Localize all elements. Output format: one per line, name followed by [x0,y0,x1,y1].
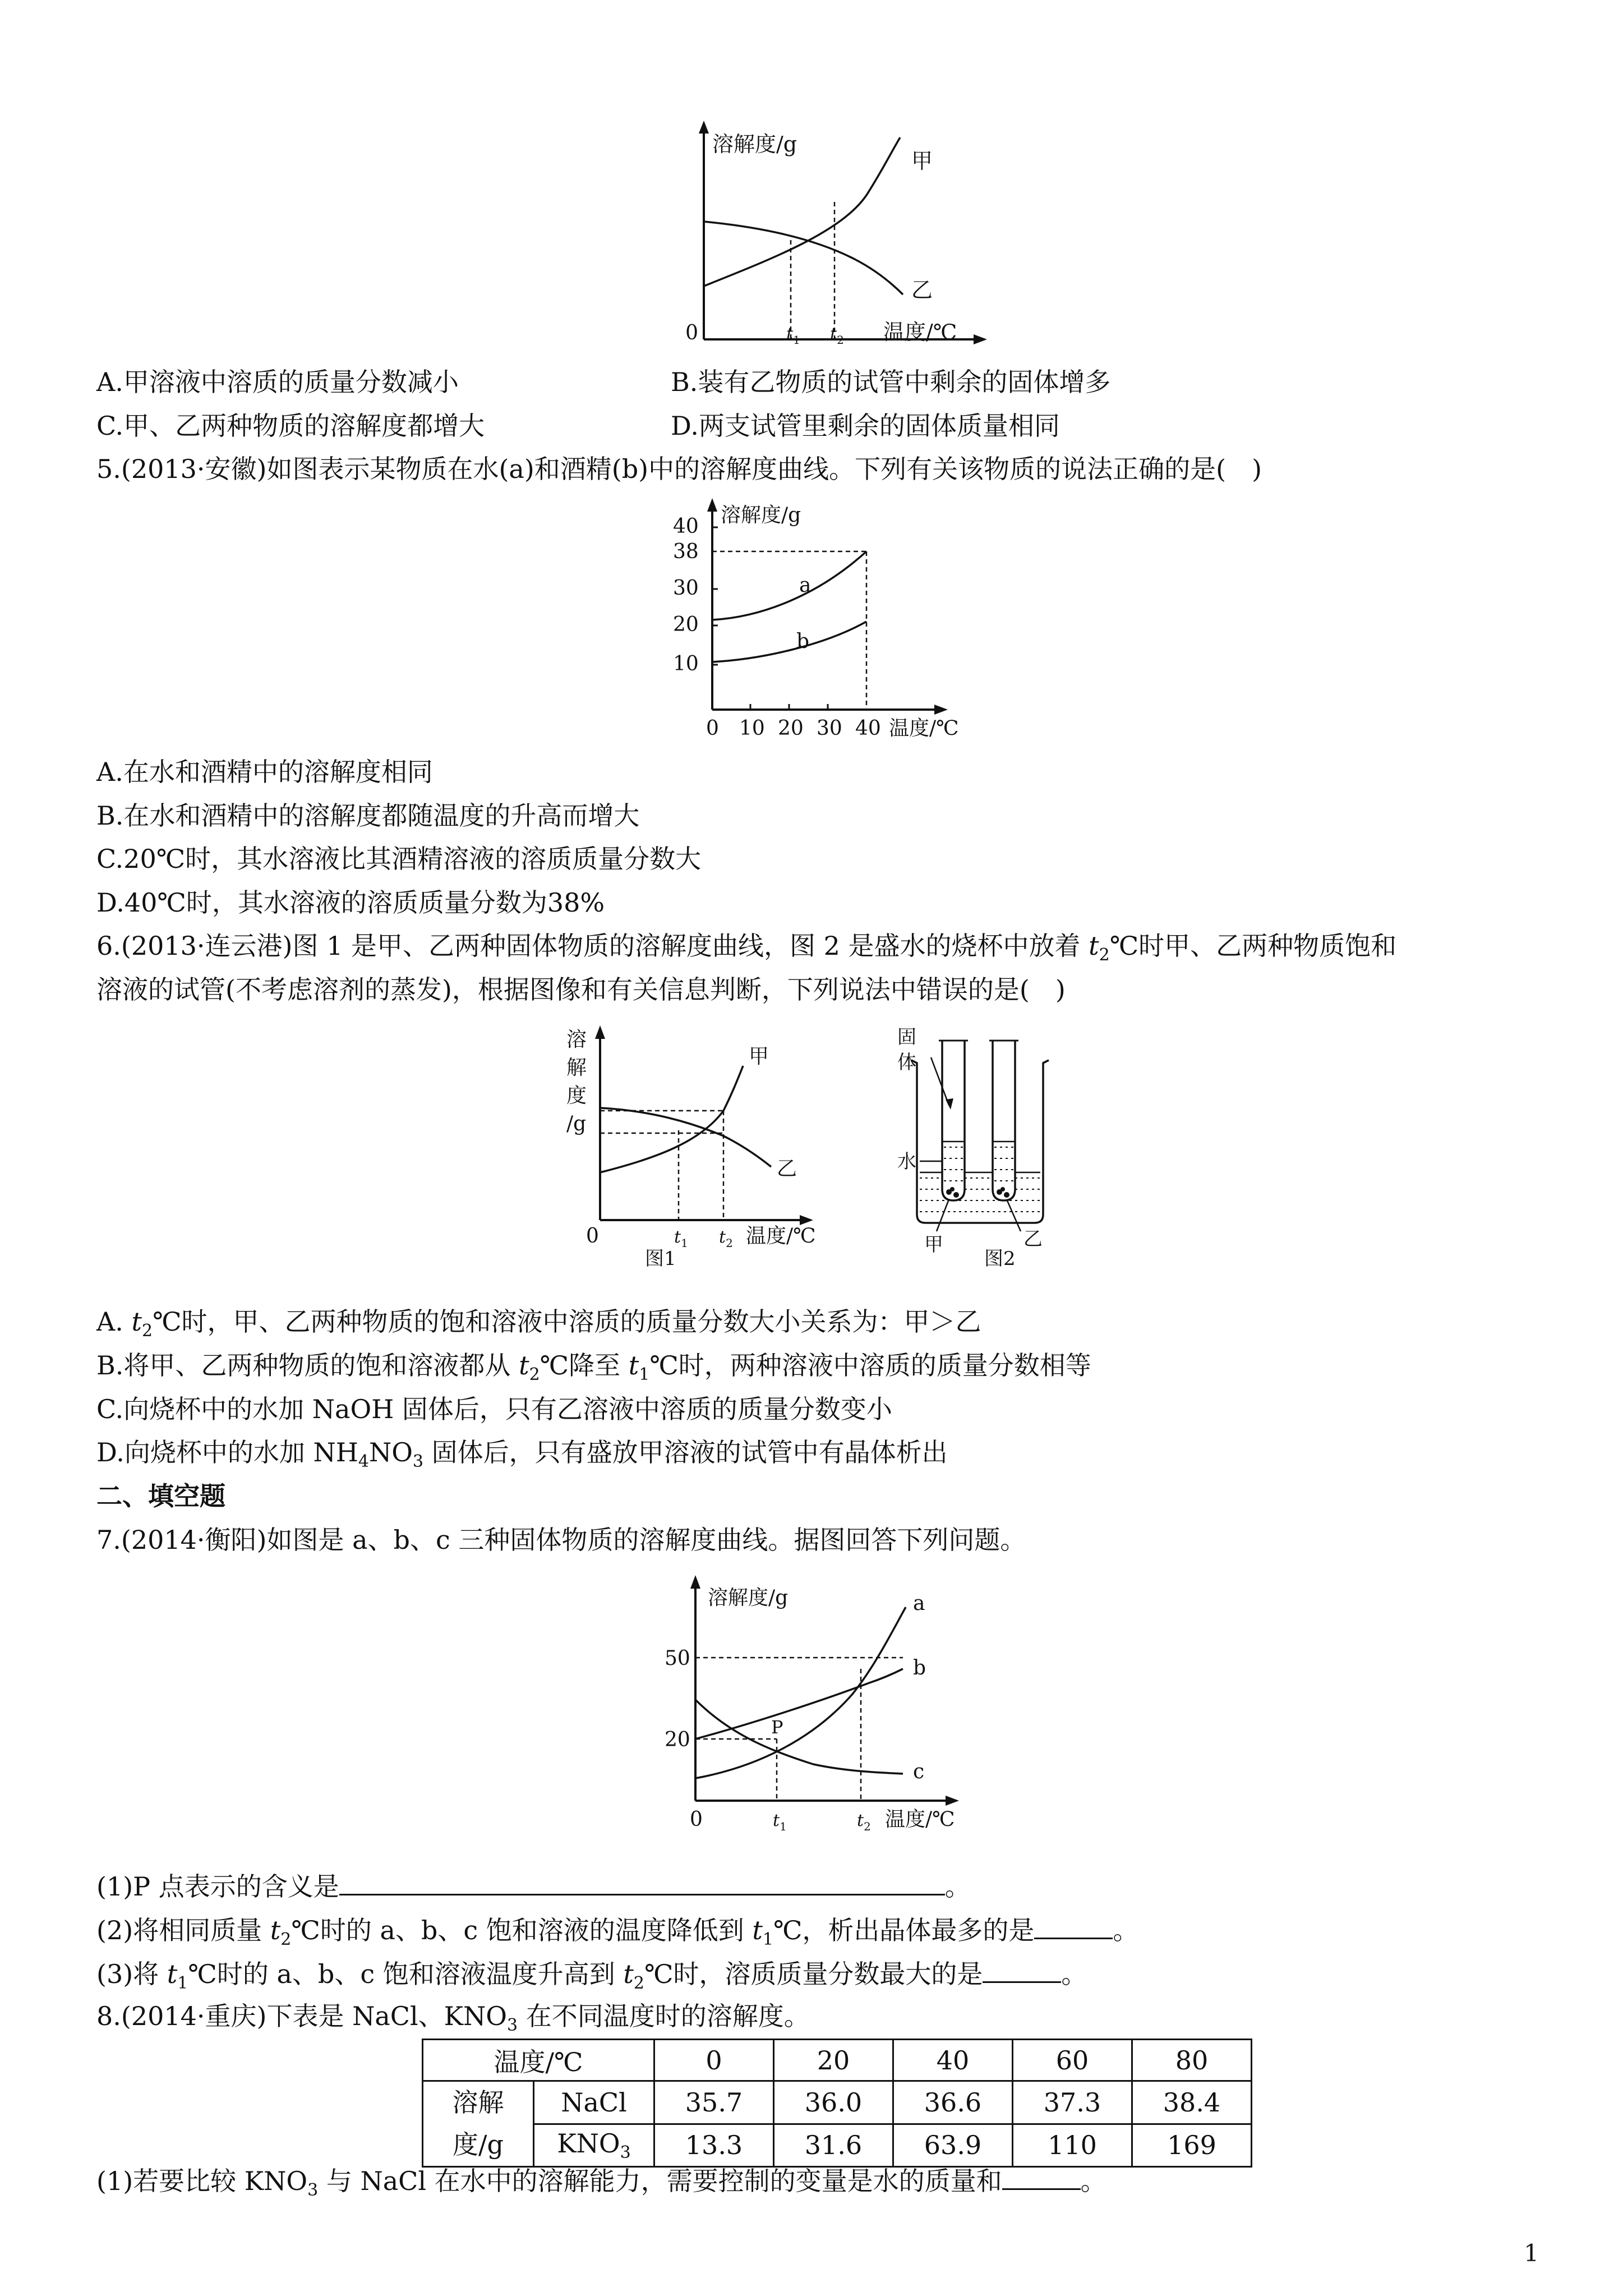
q5-option-b: B.在水和酒精中的溶解度都随温度的升高而增大 [96,800,640,831]
curve-label-yi: 乙 [911,278,933,302]
q6-stem-line2: 溶液的试管(不考虑溶剂的蒸发)，根据图像和有关信息判断，下列说法中错误的是( ) [96,974,1066,1005]
table-cell: 36.0 [774,2081,893,2124]
q8-stem: 8.(2014·重庆)下表是 NaCl、$KNO_3$ 在不同温度时的溶解度。 [96,2001,810,2036]
water-label: 水 [897,1151,916,1173]
y-tick-40: 40 [673,515,699,538]
point-p-label: P [771,1717,783,1738]
q7-part2: (2)将相同质量 $t_2℃$时的 a、b、c 饱和溶液的温度降低到 $t_1℃$，析出晶体最多的是 。 [96,1912,1138,1957]
answer-blank[interactable] [983,1955,1061,1983]
y-label-char2: 解 [566,1056,587,1079]
origin-label: 0 [690,1808,703,1831]
figure-solubility-top [662,118,1009,353]
x-tick-30: 30 [817,717,842,740]
answer-blank[interactable] [1002,2162,1081,2190]
q4-option-b: B.装有乙物质的试管中剩余的固体增多 [671,367,1111,397]
header-cell: 40 [893,2040,1013,2081]
x-axis-label: 温度/℃ [746,1225,816,1248]
header-cell: 0 [654,2040,774,2081]
solid-label-char1: 固 [897,1026,916,1048]
y-label-char3: 度 [566,1084,587,1107]
curve-label-yi: 乙 [777,1157,797,1180]
curve-label-jia: 甲 [911,149,933,173]
origin-label: 0 [586,1225,599,1248]
q7-part1: (1)P 点表示的含义是 。 [96,1868,971,1904]
figure-caption: 图1 [645,1248,676,1268]
x-tick-10: 10 [739,717,765,740]
curve-label-jia: 甲 [749,1045,769,1068]
tick-t1: $t_1$ [786,324,800,347]
table-cell: 36.6 [893,2081,1013,2124]
x-tick-40: 40 [855,717,881,740]
y-tick-20: 20 [673,613,699,636]
y-axis-label: 溶解度/g [712,132,797,157]
q4-option-a: A.甲溶液中溶质的质量分数减小 [96,367,459,397]
table-cell: 31.6 [774,2124,893,2167]
x-tick-20: 20 [778,717,804,740]
origin-label: 0 [685,321,698,344]
tick-t1: $t_1$ [773,1811,787,1833]
tube-label-yi: 乙 [1023,1228,1043,1250]
tick-t2: $t_2$ [857,1811,871,1833]
answer-blank[interactable] [339,1868,945,1895]
table-cell: 38.4 [1132,2081,1252,2124]
q7-stem: 7.(2014·衡阳)如图是 a、b、c 三种固体物质的溶解度曲线。据图回答下列问题。 [96,1525,1026,1555]
x-tick-0: 0 [706,717,719,740]
q5-option-c: C.20℃时，其水溶液比其酒精溶液的溶质质量分数大 [96,844,702,874]
q5-stem: 5.(2013·安徽)如图表示某物质在水(a)和酒精(b)中的溶解度曲线。下列有关该物质的说法正确的是( ) [96,454,1262,484]
y-axis-label: 溶解度/g [708,1586,789,1609]
figure-1-solubility [555,1021,869,1268]
curve-label-b: b [913,1657,926,1680]
curve-label-a: a [799,574,811,597]
tick-t1: $t_1$ [674,1227,688,1250]
figure-caption: 图2 [984,1248,1016,1268]
row-name-cell: NaCl [534,2081,654,2124]
figure-2-beaker [897,1021,1066,1268]
row-label-cell: 溶解 度/g [423,2081,534,2167]
table-cell: 35.7 [654,2081,774,2124]
q7-part3: (3)将 $t_1℃$时的 a、b、c 饱和溶液温度升高到 $t_2℃$时，溶质质量分数最大的是 。 [96,1955,1087,2001]
curve-label-b: b [796,630,810,653]
solid-label-char2: 体 [897,1051,916,1074]
tube-label-jia: 甲 [924,1234,943,1256]
x-axis-label: 温度/℃ [883,320,957,344]
table-header-row [423,2040,1252,2081]
y-tick-10: 10 [673,652,699,675]
y-tick-50: 50 [665,1647,690,1670]
y-label-char4: /g [566,1112,587,1135]
q5-option-a: A.在水和酒精中的溶解度相同 [96,757,433,787]
header-cell: 60 [1013,2040,1132,2081]
q6-option-c: C.向烧杯中的水加 NaOH 固体后，只有乙溶液中溶质的质量分数变小 [96,1394,892,1424]
header-cell: 80 [1132,2040,1252,2081]
y-axis-label: 溶解度/g [721,504,801,527]
q6-option-d: D.向烧杯中的水加 $NH_4NO_3$ 固体后，只有盛放甲溶液的试管中有晶体析出 [96,1437,948,1472]
table-cell: 110 [1013,2124,1132,2167]
table-cell: 169 [1132,2124,1252,2167]
curve-label-a: a [913,1592,925,1615]
y-tick-30: 30 [673,577,699,600]
q4-option-c: C.甲、乙两种物质的溶解度都增大 [96,411,485,441]
q6-stem-line1: 6.(2013·连云港)图 1 是甲、乙两种固体物质的溶解度曲线，图 2 是盛水的烧杯中放着 $t_2℃$时甲、乙两种物质饱和 [96,931,1397,965]
row-name-cell: $KNO_3$ [534,2124,654,2167]
page-number: 1 [1524,2239,1539,2267]
curve-label-c: c [913,1760,925,1783]
table-row [423,2124,1252,2167]
y-label-char1: 溶 [566,1028,587,1051]
header-cell: 20 [774,2040,893,2081]
x-axis-label: 温度/℃ [885,1808,955,1831]
solubility-table [422,2039,1252,2168]
table-cell: 13.3 [654,2124,774,2167]
tick-t2: $t_2$ [719,1227,733,1250]
figure-solubility-abc [645,1571,993,1834]
figure-solubility-ab [662,494,976,740]
header-cell: 温度/℃ [423,2040,654,2081]
section-heading: 二、填空题 [96,1481,225,1511]
tick-t2: $t_2$ [830,324,844,347]
q6-option-a: A. $t_2℃$时，甲、乙两种物质的饱和溶液中溶质的质量分数大小关系为：甲＞乙 [96,1306,981,1341]
table-row [423,2081,1252,2124]
q4-option-d: D.两支试管里剩余的固体质量相同 [671,411,1060,441]
table-cell: 63.9 [893,2124,1013,2167]
q6-option-b: B.将甲、乙两种物质的饱和溶液都从 $t_2℃$降至 $t_1℃$时，两种溶液中溶质的质量分数相等 [96,1350,1091,1385]
answer-blank[interactable] [1034,1912,1113,1939]
y-tick-38: 38 [673,540,699,563]
table-cell: 37.3 [1013,2081,1132,2124]
q5-option-d: D.40℃时，其水溶液的溶质质量分数为38% [96,887,605,918]
q8-part1: (1)若要比较 $KNO_3$ 与 NaCl 在水中的溶解能力，需要控制的变量是水的质量和 。 [96,2162,1106,2208]
y-tick-20: 20 [665,1728,690,1751]
x-axis-label: 温度/℃ [889,717,959,740]
